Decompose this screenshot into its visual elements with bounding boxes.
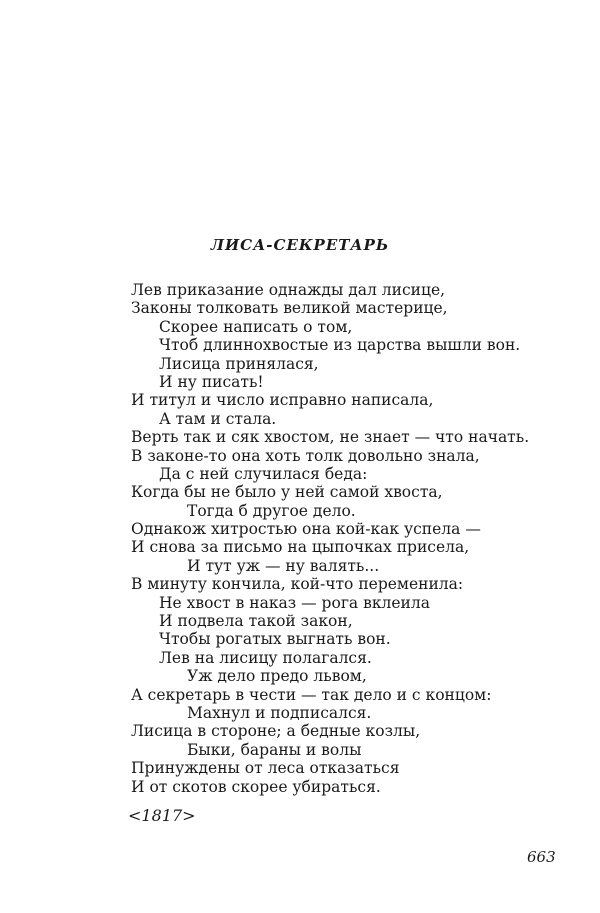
poem-line: А там и стала. <box>159 409 277 428</box>
poem-line: Быки, бараны и волы <box>187 740 362 759</box>
poem-line: Лев на лисицу полагался. <box>159 648 372 667</box>
poem-body <box>131 281 571 796</box>
page-number: 663 <box>527 848 556 866</box>
poem-title: ЛИСА-СЕКРЕТАРЬ <box>210 236 390 254</box>
poem-line: И подвела такой закон, <box>159 612 353 631</box>
poem-line: Верть так и сяк хвостом, не знает — что начать. <box>131 428 530 447</box>
poem-line: Махнул и подписался. <box>187 703 372 722</box>
poem-line: В законе-то она хоть толк довольно знала, <box>131 446 480 465</box>
poem-line: И снова за письмо на цыпочках присела, <box>131 538 470 557</box>
poem-line: Однакож хитростью она кой-как успела — <box>131 520 481 539</box>
poem-line: Тогда б другое дело. <box>187 501 356 520</box>
poem-line: А секретарь в чести — так дело и с концом: <box>131 685 492 704</box>
poem-line: Лисица в стороне; а бедные козлы, <box>131 722 421 741</box>
poem-line: Чтобы рогатых выгнать вон. <box>159 630 391 649</box>
poem-line: Законы толковать великой мастерице, <box>131 299 448 318</box>
poem-line: Скорее написать о том, <box>159 317 353 336</box>
poem-line: Уж дело предо львом, <box>187 667 367 686</box>
poem-line: И от скотов скорее убираться. <box>131 777 381 796</box>
poem-line: Принуждены от леса отказаться <box>131 759 400 778</box>
poem-line: В минуту кончила, кой-что переменила: <box>131 575 464 594</box>
poem-line: Не хвост в наказ — рога вклеила <box>159 593 430 612</box>
poem-line: Когда бы не было у ней самой хвоста, <box>131 483 443 502</box>
poem-line: Чтоб длиннохвостые из царства вышли вон. <box>159 336 521 355</box>
poem-line: И тут уж — ну валять... <box>187 556 380 575</box>
poem-line: И ну писать! <box>159 372 264 391</box>
poem-date: <1817> <box>128 806 196 825</box>
poem-line: Да с ней случилася беда: <box>159 464 368 483</box>
poem-line: Лев приказание однажды дал лисице, <box>131 281 446 299</box>
poem-line: И титул и число исправно написала, <box>131 391 434 410</box>
poem-line: Лисица принялася, <box>159 354 319 373</box>
